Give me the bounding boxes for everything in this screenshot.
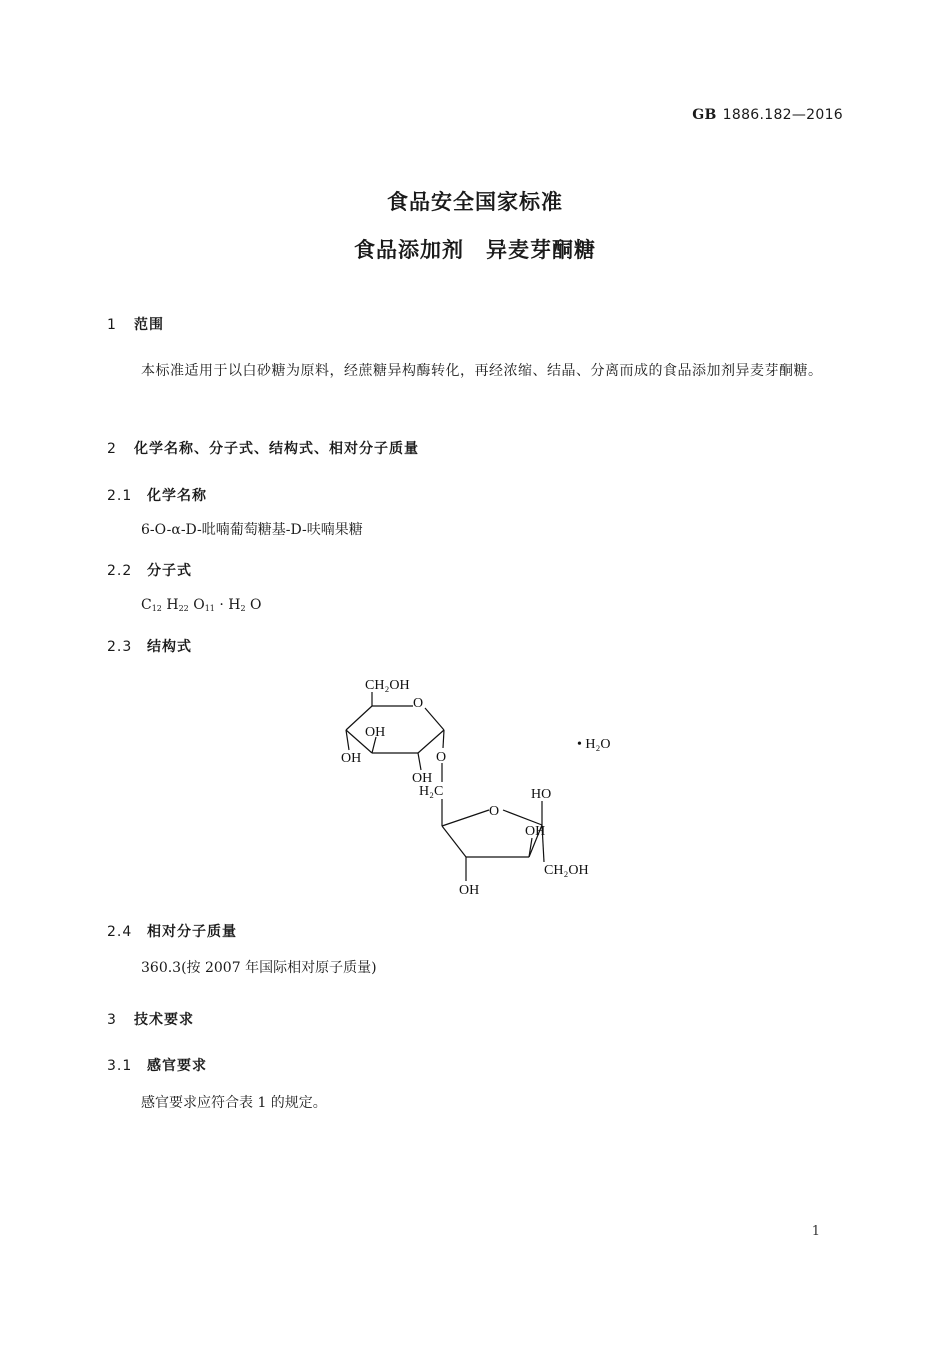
section-number: 3 — [107, 1012, 117, 1028]
label-ch2oh-bottom: CH₂OH — [544, 863, 589, 878]
label-ring-oxygen-2: O — [489, 804, 500, 819]
section-title: 结构式 — [147, 639, 192, 655]
label-water: • H₂O — [577, 737, 611, 752]
standard-prefix: GB — [692, 107, 717, 123]
label-bridge-oxygen: O — [436, 750, 447, 765]
section-title: 感官要求 — [147, 1058, 207, 1074]
label-oh-left: OH — [341, 751, 362, 766]
sensory-requirement-text: 感官要求应符合表 1 的规定。 — [141, 1095, 327, 1111]
page-number: 1 — [811, 1224, 820, 1239]
label-oh-inner: OH — [365, 725, 386, 740]
section-title: 分子式 — [147, 563, 192, 579]
section-number: 1 — [107, 317, 117, 333]
standard-number: 1886.182—2016 — [722, 107, 843, 123]
document-title: 食品安全国家标准 — [387, 190, 563, 214]
section-3-1-heading — [107, 1055, 207, 1075]
section-title: 化学名称、分子式、结构式、相对分子质量 — [134, 441, 419, 457]
section-title: 技术要求 — [134, 1012, 194, 1028]
label-h2c: H₂C — [419, 784, 444, 799]
section-2-4-heading — [107, 921, 237, 941]
section-title: 相对分子质量 — [147, 924, 237, 940]
molecule-bonds — [346, 692, 544, 881]
label-ho: HO — [531, 787, 552, 802]
molecular-formula: $C_{12}$ $H_{22}$ $O_{11} \cdot H_2$ O — [141, 597, 262, 613]
section-number: 3.1 — [107, 1058, 133, 1074]
molecular-mass: 360.3(按 2007 年国际相对原子质量) — [141, 960, 377, 976]
document-subtitle: 食品添加剂 异麦芽酮糖 — [354, 238, 596, 262]
section-3-heading — [107, 1009, 194, 1029]
section-number: 2 — [107, 441, 117, 457]
section-title: 范围 — [134, 317, 164, 333]
section-number: 2.4 — [107, 924, 133, 940]
label-oh-bottom-1: OH — [412, 771, 433, 786]
label-oh-ring-2: OH — [525, 824, 546, 839]
label-ring-oxygen-1: O — [413, 696, 424, 711]
section-number: 2.1 — [107, 488, 133, 504]
label-ch2oh-top: CH₂OH — [365, 678, 410, 693]
chemical-name: 6-O-α-D-吡喃葡萄糖基-D-呋喃果糖 — [141, 522, 363, 538]
section-number: 2.3 — [107, 639, 133, 655]
section-title: 化学名称 — [147, 488, 207, 504]
label-oh-bottom-2: OH — [459, 883, 480, 898]
section-number: 2.2 — [107, 563, 133, 579]
scope-paragraph: 本标准适用于以白砂糖为原料，经蔗糖异构酶转化，再经浓缩、结晶、分离而成的食品添加剂异麦芽酮糖。 — [141, 363, 823, 379]
